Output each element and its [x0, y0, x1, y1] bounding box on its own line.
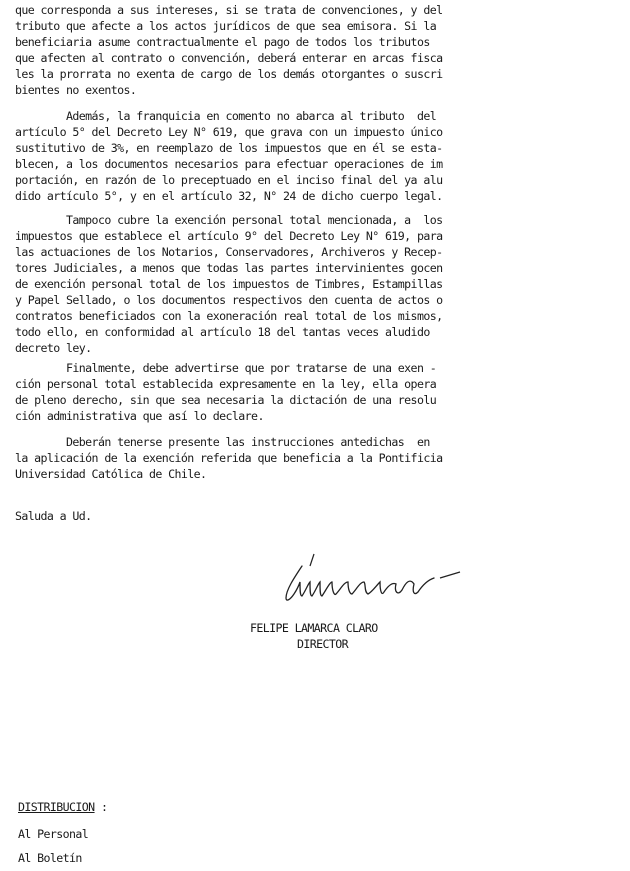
text-line: ción administrativa que así lo declare. [15, 409, 264, 423]
text-line: Finalmente, debe advertirse que por tratarse de una exen - [15, 361, 437, 375]
text-line: que corresponda a sus intereses, si se trata de convenciones, y del [15, 3, 443, 17]
paragraph-2 [15, 108, 620, 204]
paragraph-1 [15, 2, 620, 98]
text-line: las actuaciones de los Notarios, Conservadores, Archiveros y Recep- [15, 245, 443, 259]
text-line: Tampoco cubre la exención personal total mencionada, a los [15, 213, 443, 227]
paragraph-4 [15, 360, 620, 424]
text-line: de exención personal total de los impuestos de Timbres, Estampillas [15, 277, 443, 291]
text-line: Deberán tenerse presente las instrucciones antedichas en [15, 435, 430, 449]
text-line: tores Judiciales, a menos que todas las partes intervinientes gocen [15, 261, 443, 275]
text-line: bientes no exentos. [15, 83, 137, 97]
salutation [15, 508, 92, 524]
text-line: contratos beneficiados con la exoneración real total de los mismos, [15, 309, 443, 323]
distribution-item: Al Personal [18, 827, 89, 841]
text-line: decreto ley. [15, 341, 92, 355]
distribution-heading [18, 800, 107, 814]
signature-block [250, 570, 490, 660]
distribution-header [18, 796, 107, 815]
paragraph-5 [15, 434, 620, 482]
text-line: dido artículo 5°, y en el artículo 32, N° 24 de dicho cuerpo legal. [15, 189, 443, 203]
text-line: les la prorrata no exenta de cargo de los demás otorgantes o suscri [15, 67, 443, 81]
text-line: todo ello, en conformidad al artículo 18 del tantas veces aludido [15, 325, 430, 339]
distribution-colon: : [100, 800, 108, 814]
text-line: impuestos que establece el artículo 9° del Decreto Ley N° 619, para [15, 229, 443, 243]
text-line: que afecten al contrato o convención, deberá enterar en arcas fisca [15, 51, 443, 65]
text-line: blecen, a los documentos necesarios para efectuar operaciones de im [15, 157, 443, 171]
distribution-item: Al Boletín [18, 851, 82, 865]
paragraph-3 [15, 212, 620, 356]
text-line: de pleno derecho, sin que sea necesaria la dictación de una resolu [15, 393, 437, 407]
salutation-text: Saluda a Ud. [15, 509, 92, 523]
text-line: Además, la franquicia en comento no abarca al tributo del [15, 109, 437, 123]
text-line: portación, en razón de lo preceptuado en el inciso final del ya alu [15, 173, 443, 187]
text-line: la aplicación de la exención referida que beneficia a la Pontificia [15, 451, 443, 465]
text-line: beneficiaria asume contractualmente el pago de todos los tributos [15, 35, 430, 49]
text-line: Universidad Católica de Chile. [15, 467, 207, 481]
handwritten-signature [264, 552, 484, 618]
text-line: sustitutivo de 3%, en reemplazo de los impuestos que en él se esta- [15, 141, 443, 155]
signer-title: DIRECTOR [297, 637, 349, 651]
text-line: artículo 5° del Decreto Ley N° 619, que grava con un impuesto único [15, 125, 443, 139]
text-line: tributo que afecte a los actos jurídicos de que sea emisora. Si la [15, 19, 437, 33]
text-line: ción personal total establecida expresamente en la ley, ella opera [15, 377, 437, 391]
signer-name: FELIPE LAMARCA CLARO [250, 621, 378, 635]
text-line: y Papel Sellado, o los documentos respectivos den cuenta de actos o [15, 293, 443, 307]
distribution-heading-text: DISTRIBUCION [18, 800, 95, 814]
